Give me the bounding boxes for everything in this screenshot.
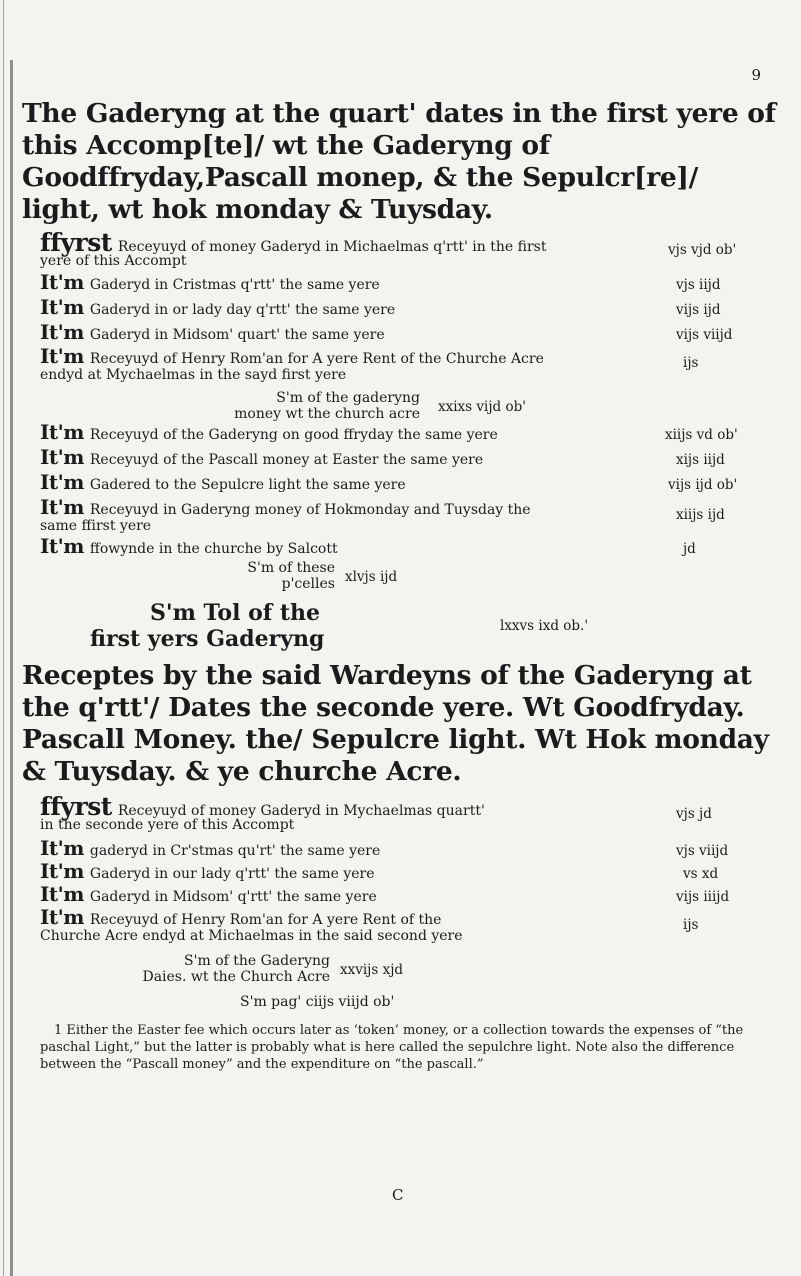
footnote: 1 Either the Easter fee which occurs later as ‘token’ money, or a collection towards the expenses of “the paschal Light,” but the latter is probably what is here called the sepulchre light. Note also the difference between the “Pascall money” and the expenditure on “the pascall.”: [40, 1023, 744, 1072]
entry-text: Receyuyd of money Gaderyd in Michaelmas q'rtt' in the first: [117, 239, 547, 255]
entry-line: [40, 859, 740, 883]
entry-amount: xiijs vd ob': [665, 427, 738, 443]
entry-salcott: [40, 534, 740, 558]
entry-rent-cont: endyd at Mychaelmas in the sayd first yere: [40, 367, 347, 383]
entry-line: [40, 295, 740, 319]
entry-lead: It'm: [40, 344, 84, 368]
entry-text: Gaderyd in Cristmas q'rtt' the same yere: [89, 277, 380, 293]
entry-text: Receyuyd of the Pascall money at Easter the same yere: [89, 452, 484, 468]
entry-lead: It'm: [40, 470, 84, 494]
entry-line: [40, 320, 740, 344]
page-edge-line: [3, 0, 4, 1276]
entry-hok-amount: xiijs ijd: [676, 507, 725, 523]
entry-text: ffowynde in the churche by Salcott: [89, 541, 338, 557]
entry-amount: vijs iiijd: [676, 889, 730, 905]
subtotal-label: S'm of the gaderyng money wt the church acre: [234, 390, 420, 422]
binding-shadow: [10, 60, 13, 1276]
entry-first-cont: yere of this Accompt: [40, 253, 187, 269]
entry-first-amount: vjs jd: [676, 806, 712, 822]
entry-first-amount: vjs vjd ob': [668, 242, 737, 258]
entry-amount: xijs iijd: [676, 452, 725, 468]
entry-lead: It'm: [40, 836, 84, 860]
heading-2-text: Receptes by the said Wardeyns of the Gaderyng at the q'rtt'/ Dates the seconde yere. Wt Goodfryday. Pascall Money. the/ Sepulcre light. Wt Hok monday & Tuysday. & ye churche Acre.: [22, 660, 769, 787]
subtotal-amount: xxixs vijd ob': [438, 399, 526, 415]
entry-text: Receyuyd in Gaderyng money of Hokmonday and Tuysday the: [89, 502, 531, 518]
total-amount: lxxvs ixd ob.': [500, 618, 589, 634]
entry-text: Gaderyd in our lady q'rtt' the same yere: [89, 866, 375, 882]
entry-salcott-amount: jd: [683, 541, 696, 557]
entry-amount: vjs iijd: [676, 277, 721, 293]
entry-text: Receyuyd of the Gaderyng on good ffryday the same yere: [89, 427, 498, 443]
entry-text: Receyuyd of Henry Rom'an for A yere Rent of the: [89, 912, 442, 928]
entry-text: Gaderyd in or lady day q'rtt' the same yere: [89, 302, 396, 318]
entry-lead: It'm: [40, 295, 84, 319]
heading-1-text: The Gaderyng at the quart' dates in the first yere of this Accomp[te]/ wt the Gaderyng of Goodffryday,Pascall monep, & the Sepulcr[re]/ light, wt hok monday & Tuysday.: [22, 98, 776, 225]
signature-letter: C: [392, 1186, 404, 1204]
entry-amount: vjs viijd: [676, 843, 729, 859]
entry-lead: It'm: [40, 495, 84, 519]
entry-lead: ffyrst: [40, 228, 112, 257]
entry-text: Gaderyd in Midsom' q'rtt' the same yere: [89, 889, 377, 905]
total-label: S'm Tol of the: [150, 600, 321, 626]
entry-lead: It'm: [40, 420, 84, 444]
entry-line: [40, 882, 740, 906]
entry-hok-cont: same ffirst yere: [40, 518, 152, 534]
entry-rent: [40, 344, 740, 368]
page-number: 9: [751, 66, 761, 84]
entry-lead: It'm: [40, 320, 84, 344]
entry-rent: [40, 905, 740, 929]
subtotal-label: S'm of the Gaderyng Daies. wt the Church Acre: [142, 953, 330, 985]
entry-line: [40, 270, 740, 294]
entry-text: Gaderyd in Midsom' quart' the same yere: [89, 327, 385, 343]
entry-line: [40, 445, 740, 469]
entry-amount: vijs ijd ob': [668, 477, 738, 493]
entry-rent-amount: ijs: [683, 917, 699, 933]
entry-lead: It'm: [40, 859, 84, 883]
entry-text: Receyuyd of Henry Rom'an for A yere Rent of the Churche Acre: [89, 351, 544, 367]
section-heading-1: [22, 98, 782, 226]
entry-lead: It'm: [40, 882, 84, 906]
entry-line: [40, 470, 740, 494]
section-heading-2: [22, 660, 782, 788]
entry-lead: ffyrst: [40, 792, 112, 821]
entry-text: Gadered to the Sepulcre light the same yere: [89, 477, 406, 493]
entry-rent-amount: ijs: [683, 355, 699, 371]
entry-lead: It'm: [40, 445, 84, 469]
entry-lead: It'm: [40, 270, 84, 294]
subtotal2-amount: xlvjs ijd: [345, 569, 398, 585]
entry-amount: vijs ijd: [676, 302, 721, 318]
page-total: S'm pag' ciijs viijd ob': [240, 994, 395, 1010]
entry-text: gaderyd in Cr'stmas qu'rt' the same yere: [89, 843, 381, 859]
entry-line: [40, 420, 740, 444]
entry-line: [40, 836, 740, 860]
entry-rent-cont: Churche Acre endyd at Michaelmas in the said second yere: [40, 928, 463, 944]
entry-hok: [40, 495, 740, 519]
entry-lead: It'm: [40, 534, 84, 558]
subtotal2-label: S'm of these p'celles: [247, 560, 335, 592]
entry-text: Receyuyd of money Gaderyd in Mychaelmas quartt': [117, 803, 485, 819]
entry-first-cont: in the seconde yere of this Accompt: [40, 817, 295, 833]
entry-amount: vs xd: [683, 866, 719, 882]
subtotal-amount: xxvijs xjd: [340, 962, 404, 978]
total-label-2: first yers Gaderyng: [90, 626, 325, 652]
entry-lead: It'm: [40, 905, 84, 929]
entry-amount: vijs viijd: [676, 327, 733, 343]
